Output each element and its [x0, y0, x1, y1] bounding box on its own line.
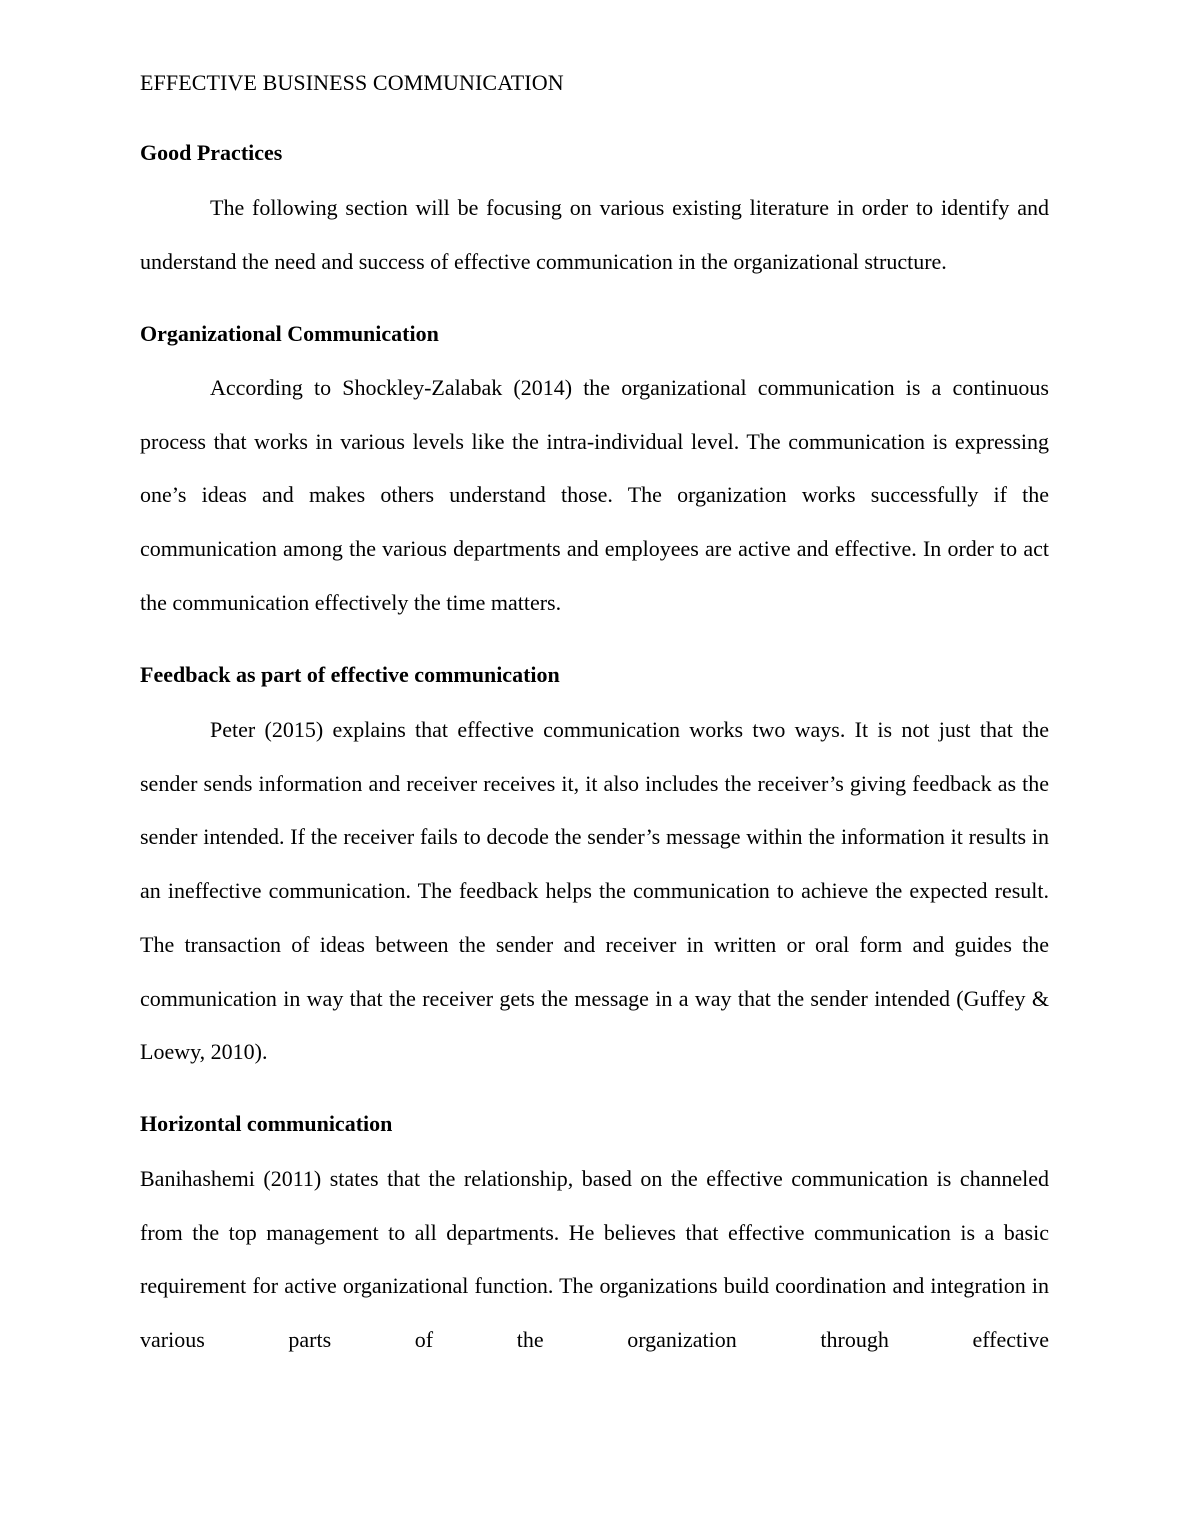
section-paragraph-horizontal-communication: Banihashemi (2011) states that the relationship, based on the effective communication is channeled from the top management to all departments. He believes that effective communication is a basic requirement for active organizational function. The organizations build coordination and integration in various parts of the organization through effective — [140, 1166, 1049, 1353]
section-heading-horizontal-communication: Horizontal communication — [140, 1111, 393, 1136]
section-heading-feedback: Feedback as part of effective communication — [140, 662, 560, 687]
section-paragraph-organizational-communication: According to Shockley-Zalabak (2014) the organizational communication is a continuous process that works in various levels like the intra-individual level. The communication is expressing one’s ideas and makes others understand those. The organization works successfully if the communication among the various departments and employees are active and effective. In order to act the communication effectively the time matters. — [140, 375, 1049, 615]
section-paragraph-good-practices: The following section will be focusing on various existing literature in order to identify and understand the need and success of effective communication in the organizational structure. — [140, 195, 1049, 274]
running-head: EFFECTIVE BUSINESS COMMUNICATION — [140, 70, 564, 95]
section-heading-good-practices: Good Practices — [140, 140, 283, 165]
section-heading-organizational-communication: Organizational Communication — [140, 321, 439, 346]
section-paragraph-feedback: Peter (2015) explains that effective communication works two ways. It is not just that the sender sends information and receiver receives it, it also includes the receiver’s giving feedback as the sender intended. If the receiver fails to decode the sender’s message within the information it results in an ineffective communication. The feedback helps the communication to achieve the expected result. The transaction of ideas between the sender and receiver in written or oral form and guides the communication in way that the receiver gets the message in a way that the sender intended (Guffey & Loewy, 2010). — [140, 717, 1049, 1065]
